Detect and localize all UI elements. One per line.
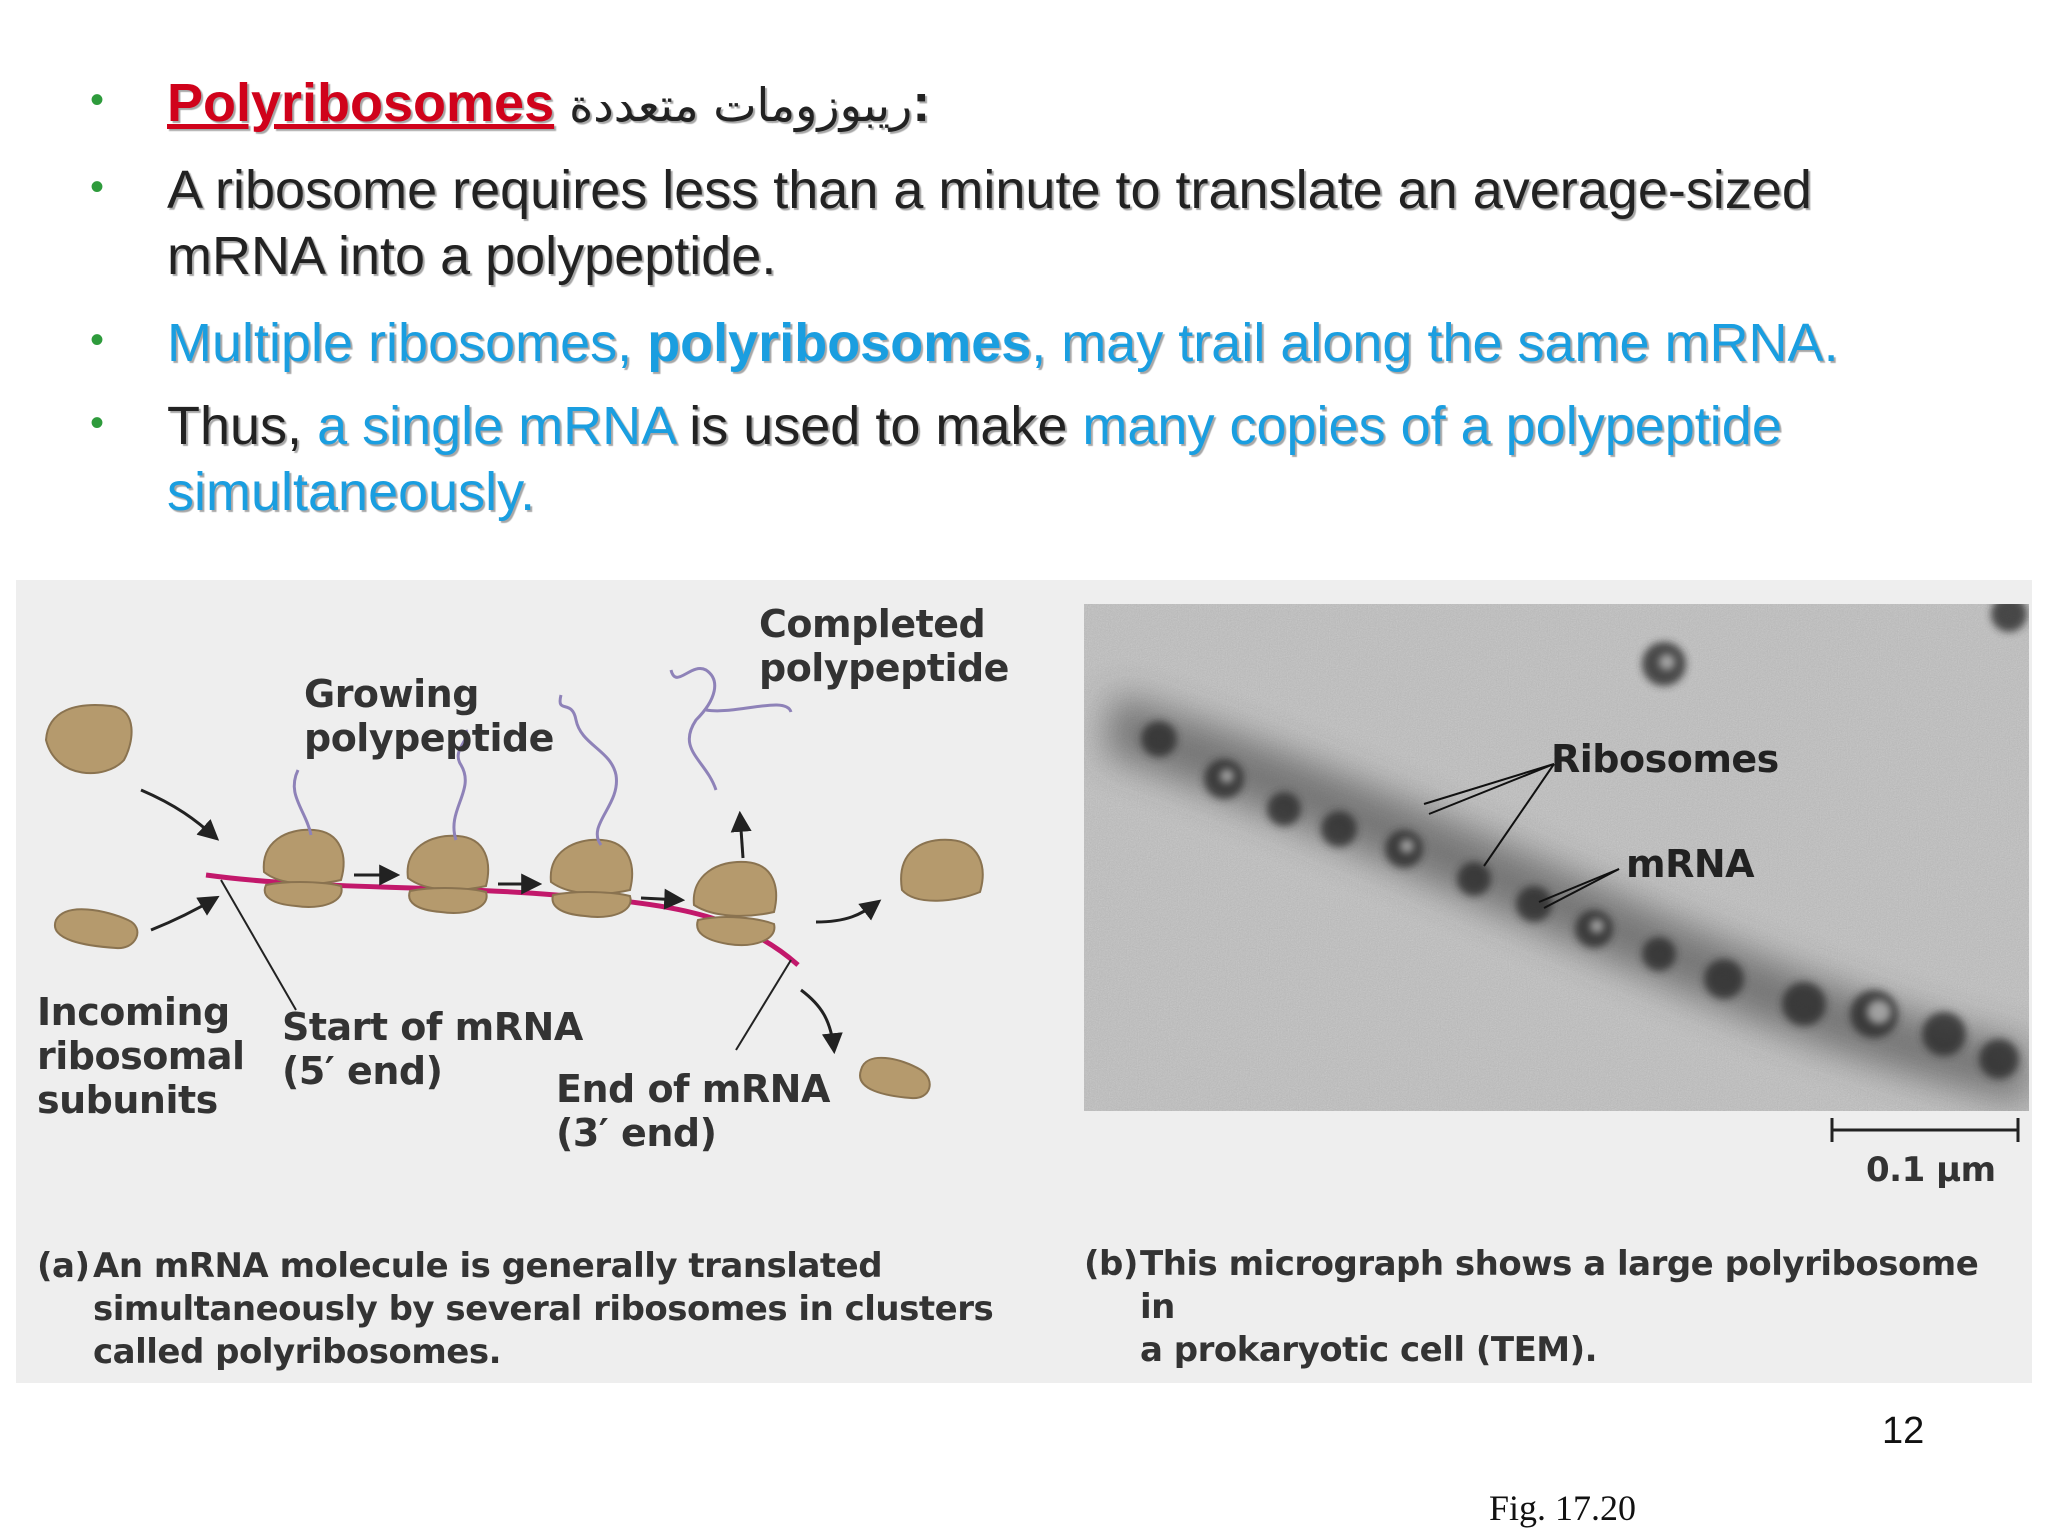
- bullet-text-line: mRNA into a polypeptide.: [167, 226, 777, 286]
- bullet-text: Thus,: [167, 396, 318, 456]
- bullet-text-blue: simultaneously.: [167, 462, 536, 522]
- release-arrow: [801, 990, 834, 1050]
- completed-polypeptide: [671, 669, 716, 790]
- bullet-text-bold: polyribosomes: [647, 313, 1032, 373]
- completed-polypeptide: [706, 705, 791, 712]
- caption-b-tag: (b): [1084, 1244, 1138, 1284]
- label-ribosomes: Ribosomes: [1551, 737, 1779, 781]
- label-end-of-mrna: End of mRNA (3′ end): [556, 1067, 830, 1155]
- ribosome-1: [264, 830, 344, 907]
- figure-polyribosome: Growing polypeptide Completed polypeptide Incoming ribosomal subunits Start of mRNA (5′ end) End of mRNA (3′ end) (a) An mRNA molecule is generally translated simultaneously by several ribosomes in clusters called polyribosomes. Ribosomes mRNA 0.1 µm (b) This micrograph shows a large polyribosome in a prokaryotic cell (TEM).: [16, 580, 2032, 1383]
- ribosome-4: [694, 862, 776, 945]
- page-number: 12: [1882, 1410, 1925, 1452]
- release-arrow: [816, 902, 878, 922]
- ribosome-3: [551, 840, 632, 917]
- bullet-dot: •: [90, 78, 105, 122]
- bullet-dot: •: [90, 401, 105, 445]
- caption-a-tag: (a): [37, 1246, 90, 1286]
- growing-polypeptide: [294, 770, 311, 835]
- incoming-large-subunit: [46, 705, 132, 773]
- bullet-text-line: A ribosome requires less than a minute to translate an average-sized: [167, 160, 1812, 220]
- released-small-subunit: [860, 1058, 930, 1098]
- label-completed-polypeptide: Completed polypeptide: [759, 602, 1009, 690]
- title-polyribosomes: Polyribosomes: [167, 73, 555, 133]
- movement-arrow: [641, 898, 681, 900]
- bullet-text: , may trail along the same mRNA.: [1031, 313, 1839, 373]
- ribosome-2: [408, 836, 489, 913]
- figure-reference: Fig. 17.20: [1489, 1488, 1637, 1528]
- label-start-of-mrna: Start of mRNA (5′ end): [282, 1005, 583, 1093]
- title-colon: :: [912, 73, 931, 133]
- bullet-text-blue: a single mRNA: [317, 396, 675, 456]
- label-mrna: mRNA: [1626, 842, 1755, 886]
- bullet-text: Multiple ribosomes,: [167, 313, 648, 373]
- incoming-small-subunit: [55, 909, 137, 948]
- incoming-arrow: [141, 790, 216, 838]
- release-arrow: [740, 815, 743, 858]
- scale-label: 0.1 µm: [1866, 1150, 1996, 1190]
- growing-polypeptide: [560, 695, 616, 845]
- label-growing-polypeptide: Growing polypeptide: [304, 672, 554, 760]
- incoming-arrow: [151, 898, 216, 930]
- released-large-subunit: [901, 840, 983, 901]
- scale-bar: [1826, 1110, 2026, 1150]
- bullet-text: is used to make: [674, 396, 1083, 456]
- bullet-dot: •: [90, 165, 105, 209]
- end-pointer: [736, 960, 791, 1050]
- bullet-dot: •: [90, 318, 105, 362]
- tem-micrograph: [1084, 604, 2029, 1111]
- label-incoming-subunits: Incoming ribosomal subunits: [37, 990, 245, 1122]
- title-arabic: ريبوزومات متعددة: [569, 78, 913, 132]
- bullet-text-blue: many copies of a polypeptide: [1082, 396, 1782, 456]
